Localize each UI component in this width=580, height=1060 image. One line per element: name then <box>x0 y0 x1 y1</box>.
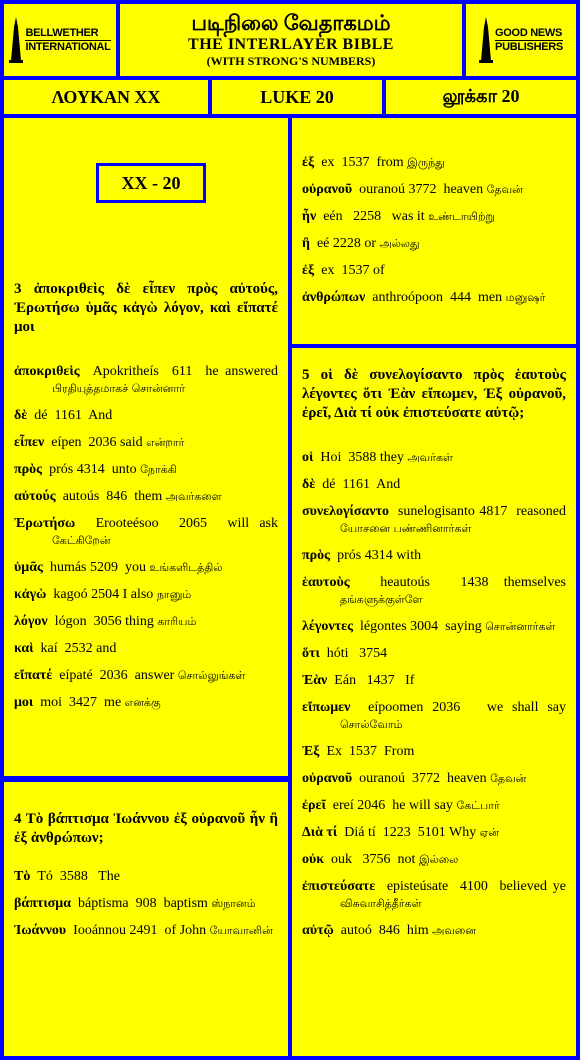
greek-word: Διὰ τί <box>302 825 338 840</box>
word-gloss: autoó 846 him <box>333 923 433 938</box>
word-row <box>302 503 570 537</box>
word-row <box>14 586 278 603</box>
verse-label: XX - 20 <box>96 163 206 203</box>
word-gloss: kaí 2532 and <box>33 641 117 656</box>
greek-word: εἶπεν <box>14 435 45 450</box>
tamil-gloss: விசுவாசித்தீர்கள் <box>340 897 422 910</box>
verse5-panel <box>292 348 576 1056</box>
tamil-gloss: எனக்கு <box>124 696 161 709</box>
word-row <box>14 640 278 657</box>
greek-word: πρὸς <box>302 548 331 563</box>
greek-word: ὅτι <box>302 646 320 661</box>
tamil-gloss: நோக்கி <box>140 463 177 476</box>
word-row <box>14 694 278 711</box>
word-gloss: sunelogisanto 4817 reasoned <box>389 504 570 519</box>
word-gloss: Hoi 3588 they <box>313 450 408 465</box>
word-gloss: ex 1537 of <box>314 263 385 278</box>
greek-word: δὲ <box>14 408 28 423</box>
word-row <box>302 181 566 198</box>
word-row <box>14 613 278 630</box>
word-row <box>302 851 566 868</box>
greek-word: ἑαυτοὺς <box>302 575 350 590</box>
title-block <box>120 4 462 76</box>
word-row <box>302 699 570 733</box>
word-gloss: anthroópoon 444 men <box>365 290 506 305</box>
tamil-gloss: யோவானின் <box>209 924 273 937</box>
tamil-gloss: இருந்து <box>407 156 445 169</box>
word-gloss: Ex 1537 From <box>319 744 415 759</box>
tower-icon <box>479 17 493 63</box>
word-gloss: dé 1161 And <box>27 408 113 423</box>
tamil-gloss: ஏன் <box>479 826 499 839</box>
verse5-heading: 5 οἱ δὲ συνελογίσαντο πρὸς ἑαυτοὺς λέγοντες ὅτι Ἐὰν εἴπωμεν, Ἐξ οὐρανοῦ, ἐρεῖ, Διὰ τί οὐκ ἐπιστεύσατε αὐτῷ; <box>302 367 566 421</box>
verse3-heading: 3 ἀποκριθεὶς δὲ εἶπεν πρὸς αὐτούς, Ἐρωτήσω ὑμᾶς κἀγὼ λόγον, καὶ εἴπατέ μοι <box>14 281 278 335</box>
word-row <box>302 476 566 493</box>
word-row <box>302 922 566 939</box>
word-row <box>14 461 278 478</box>
word-row <box>302 208 566 225</box>
tamil-gloss: பிரதியுத்தமாகச் சொன்னார் <box>52 382 185 395</box>
greek-word: Τὸ <box>14 869 31 884</box>
word-row <box>14 868 278 885</box>
word-row <box>14 515 282 549</box>
greek-word: οὐκ <box>302 852 325 867</box>
word-gloss: hóti 3754 <box>319 646 388 661</box>
greek-word: Ἐὰν <box>302 673 328 688</box>
greek-word: εἴπωμεν <box>302 700 351 715</box>
word-gloss: eípen 2036 said <box>44 435 147 450</box>
word-row <box>14 895 278 912</box>
word-row <box>302 878 570 912</box>
tamil-gloss: தேவன் <box>490 772 527 785</box>
verse5-content <box>302 366 570 949</box>
tamil-gloss: கேட்கிறேன் <box>52 534 111 547</box>
word-gloss: prós 4314 unto <box>42 462 141 477</box>
title-subtitle: (WITH STRONG'S NUMBERS) <box>206 54 376 68</box>
tamil-gloss: ஸ்நானம் <box>211 897 256 910</box>
word-gloss: kagoó 2504 I also <box>46 587 157 602</box>
tamil-gloss: சொன்னார்கள் <box>485 620 556 633</box>
word-gloss: légontes 3004 saying <box>353 619 486 634</box>
word-row <box>302 449 566 466</box>
left-logo-line2: INTERNATIONAL <box>25 40 111 53</box>
greek-word: ἐρεῖ <box>302 798 326 813</box>
word-gloss: Eán 1437 If <box>327 673 415 688</box>
word-row <box>302 235 566 252</box>
greek-word: ἢ <box>302 236 310 251</box>
word-gloss: Apokritheís 611 he answered <box>79 364 282 379</box>
word-row <box>14 922 278 939</box>
word-row <box>302 645 566 662</box>
word-row <box>302 743 566 760</box>
word-row <box>14 559 278 576</box>
verse3-panel <box>4 118 288 776</box>
verse4-cont-content <box>302 154 566 316</box>
right-logo-line2: PUBLISHERS <box>495 40 563 53</box>
word-gloss: dé 1161 And <box>315 477 401 492</box>
word-gloss: prós 4314 with <box>330 548 422 563</box>
tamil-gloss: மனுஷர் <box>505 291 546 304</box>
greek-word: ἀνθρώπων <box>302 290 366 305</box>
tamil-gloss: என்றார் <box>146 436 185 449</box>
greek-word: δὲ <box>302 477 316 492</box>
word-gloss: báptisma 908 baptism <box>71 896 212 911</box>
word-gloss: lógon 3056 thing <box>47 614 158 629</box>
verse5-word-list <box>302 449 570 939</box>
word-gloss: Iooánnou 2491 of John <box>66 923 210 938</box>
greek-word: κἀγὼ <box>14 587 47 602</box>
greek-word: Ἐξ <box>302 744 320 759</box>
greek-word: Ἐρωτήσω <box>14 516 76 531</box>
tamil-gloss: அவனை <box>432 924 476 937</box>
word-gloss: eípaté 2036 answer <box>52 668 178 683</box>
verse3-word-list <box>14 363 282 711</box>
tower-icon <box>9 17 23 63</box>
tamil-gloss: இல்லை <box>418 853 459 866</box>
greek-word: ἐξ <box>302 263 315 278</box>
word-gloss: ereí 2046 he will say <box>325 798 457 813</box>
tamil-gloss: தேவன் <box>486 183 523 196</box>
greek-word: συνελογίσαντο <box>302 504 390 519</box>
word-row <box>14 667 278 684</box>
word-row <box>14 488 278 505</box>
word-row <box>302 797 566 814</box>
left-logo-line1: BELLWETHER <box>25 26 99 39</box>
word-row <box>302 672 566 689</box>
ref-greek: ΛΟΥΚΑΝ XX <box>4 80 208 114</box>
word-row <box>302 289 566 306</box>
word-row <box>302 574 570 608</box>
tamil-gloss: அவர்களை <box>165 490 222 503</box>
word-gloss: episteúsate 4100 believed ye <box>375 879 570 894</box>
greek-word: εἴπατέ <box>14 668 53 683</box>
good-news-logo <box>466 4 576 76</box>
word-row <box>302 618 566 635</box>
greek-word: οὐρανοῦ <box>302 771 353 786</box>
tamil-gloss: சொல்லுங்கள் <box>177 669 246 682</box>
greek-word: καὶ <box>14 641 34 656</box>
word-row <box>302 770 566 787</box>
greek-word: ἦν <box>302 209 317 224</box>
ref-english: LUKE 20 <box>212 80 382 114</box>
word-gloss: moi 3427 me <box>33 695 125 710</box>
word-row <box>14 363 282 397</box>
word-gloss: ex 1537 from <box>314 155 408 170</box>
word-gloss: Diá tí 1223 5101 Why <box>337 825 480 840</box>
word-gloss: Tó 3588 The <box>30 869 120 884</box>
tamil-gloss: யோசனை பண்ணினார்கள் <box>340 522 472 535</box>
word-gloss: autoús 846 them <box>55 489 166 504</box>
title-tamil: படிநிலை வேதாகமம் <box>191 11 391 35</box>
bellwether-logo <box>4 4 116 76</box>
greek-word: λέγοντες <box>302 619 354 634</box>
tamil-gloss: உண்டாயிற்று <box>428 210 495 223</box>
word-row <box>14 407 278 424</box>
word-gloss: humás 5209 you <box>42 560 150 575</box>
greek-word: αὐτούς <box>14 489 56 504</box>
greek-word: μοι <box>14 695 34 710</box>
greek-word: βάπτισμα <box>14 896 72 911</box>
verse4-cont-panel <box>292 118 576 344</box>
verse4-word-list <box>14 868 278 939</box>
word-row <box>302 547 566 564</box>
tamil-gloss: காரியம் <box>157 615 197 628</box>
verse3-content <box>14 280 282 721</box>
word-gloss: ouk 3756 not <box>324 852 419 867</box>
title-english: THE INTERLAYER BIBLE <box>188 36 394 53</box>
greek-word: λόγον <box>14 614 48 629</box>
verse4-cont-word-list <box>302 154 566 306</box>
word-gloss: ouranoú 3772 heaven <box>352 182 487 197</box>
word-row <box>14 434 278 451</box>
verse4-panel <box>4 782 288 1056</box>
word-gloss: Erooteésoo 2065 will ask <box>75 516 282 531</box>
ref-tamil: லூக்கா 20 <box>386 80 576 114</box>
tamil-gloss: நானும் <box>156 588 192 601</box>
word-row <box>302 824 566 841</box>
tamil-gloss: அவர்கள் <box>407 451 453 464</box>
tamil-gloss: தங்களுக்குள்ளே <box>340 593 423 606</box>
greek-word: οἱ <box>302 450 314 465</box>
word-row <box>302 154 566 171</box>
greek-word: ὑμᾶς <box>14 560 43 575</box>
word-gloss: eé 2228 or <box>309 236 380 251</box>
verse4-heading: 4 Τὸ βάπτισμα Ἰωάννου ἐξ οὐρανοῦ ἦν ἢ ἐξ ἀνθρώπων; <box>14 811 278 846</box>
tamil-gloss: உங்களிடத்தில் <box>149 561 223 574</box>
greek-word: ἐπιστεύσατε <box>302 879 376 894</box>
verse4-content <box>14 810 278 949</box>
word-gloss: ouranoú 3772 heaven <box>352 771 491 786</box>
tamil-gloss: அல்லது <box>379 237 420 250</box>
greek-word: Ἰωάννου <box>14 923 67 938</box>
greek-word: ἐξ <box>302 155 315 170</box>
greek-word: πρὸς <box>14 462 43 477</box>
word-gloss: eén 2258 was it <box>316 209 429 224</box>
greek-word: ἀποκριθεὶς <box>14 364 80 379</box>
word-gloss: eípoomen 2036 we shall say <box>350 700 570 715</box>
tamil-gloss: சொல்வோம் <box>340 718 403 731</box>
tamil-gloss: கேட்பார் <box>456 799 500 812</box>
word-row <box>302 262 566 279</box>
greek-word: αὐτῷ <box>302 923 334 938</box>
greek-word: οὐρανοῦ <box>302 182 353 197</box>
word-gloss: heautoús 1438 themselves <box>349 575 570 590</box>
right-logo-line1: GOOD NEWS <box>495 26 563 39</box>
